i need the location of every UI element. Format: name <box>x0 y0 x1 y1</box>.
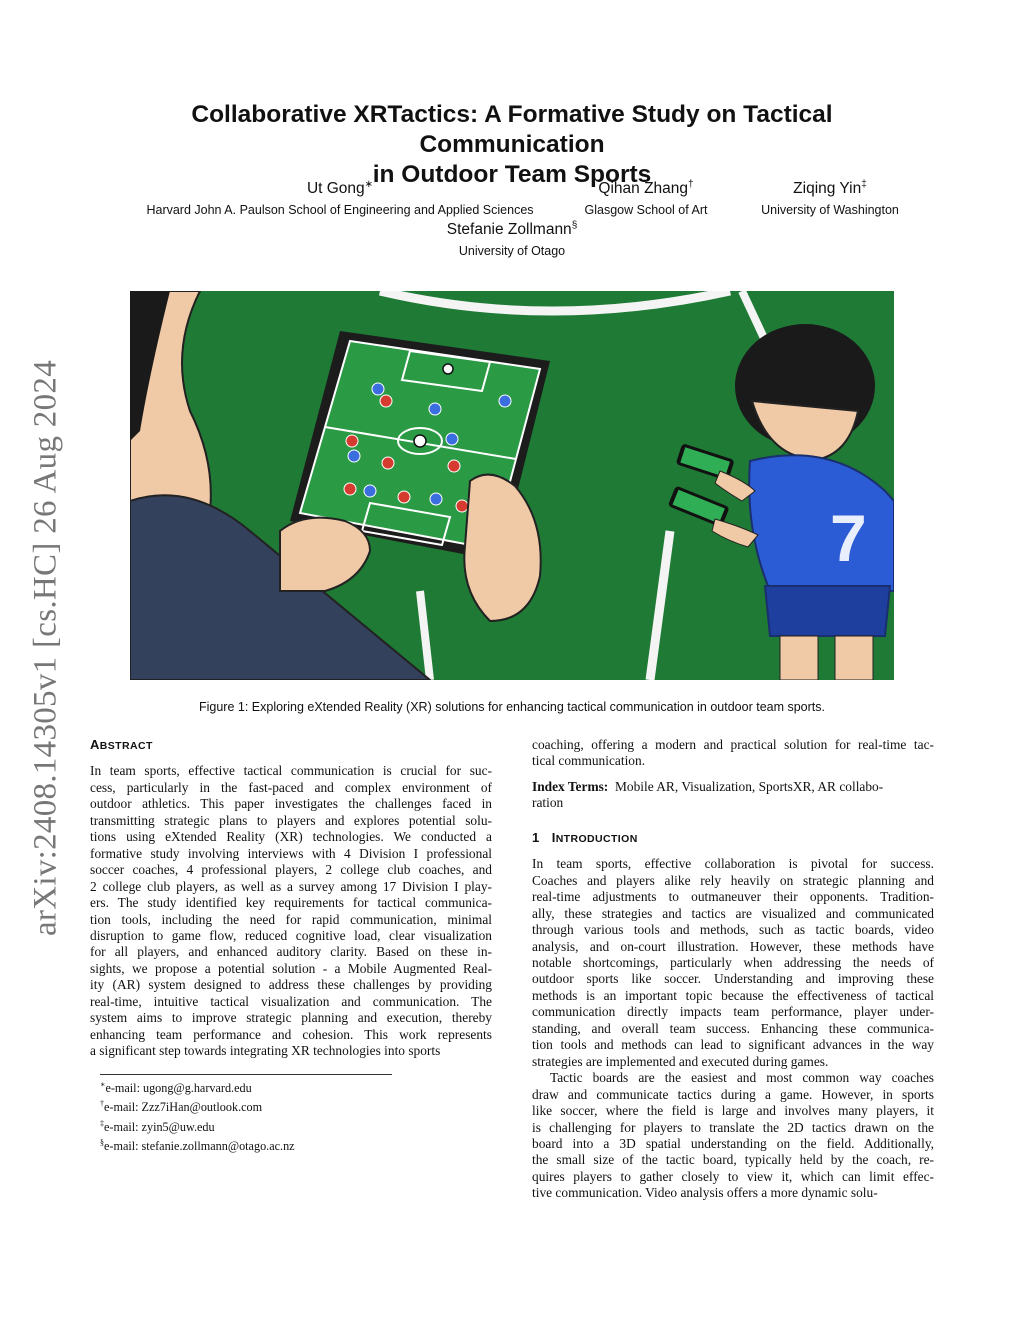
figure-1-illustration <box>130 291 894 680</box>
blue-player-magnet <box>430 493 442 505</box>
text-line: draw and communicate tactics during a game. However, in sports <box>532 1086 934 1102</box>
text-line: tical communication. <box>532 753 646 769</box>
footnote-item: ‡e-mail: zyin5@uw.edu <box>100 1118 215 1134</box>
abstract-continuation <box>532 737 934 770</box>
red-player-magnet <box>398 491 410 503</box>
text-line: strategies are implemented and executed during games. <box>532 1053 829 1069</box>
text-line: ally, these strategies and tactics are visualized and communicated <box>532 905 934 921</box>
text-line: tion tools, including the need for rapid communication, minimal <box>90 911 492 927</box>
left-column <box>90 737 492 1060</box>
text-line: system aims to improve strategic planning and execution, thereby <box>90 1010 492 1026</box>
author-mark: ∗ <box>364 179 374 190</box>
blue-player-magnet <box>348 450 360 462</box>
text-line: notable shortcomings, particularly when addressing the needs of <box>532 954 934 970</box>
introduction-heading: 1 INTRODUCTION <box>532 829 638 845</box>
text-line: cess, particularly in the fast-paced and complex environment of <box>90 779 492 795</box>
player-leg <box>780 636 818 680</box>
blue-player-magnet <box>429 403 441 415</box>
blue-player-magnet <box>446 433 458 445</box>
text-line: tive communication. Video analysis offers a more dynamic solu- <box>532 1185 878 1201</box>
right-column <box>532 737 934 1202</box>
footnotes <box>100 1077 295 1155</box>
text-line: ers. The study identified key requirements for tactical communica- <box>90 895 492 911</box>
text-line: communication directly impacts team performance, player under- <box>532 1004 934 1020</box>
abstract-heading: ABSTRACT <box>90 737 153 752</box>
text-line: formative study involving interviews with 4 Division I professional <box>90 845 492 861</box>
index-terms-text: Mobile AR, Visualization, SportsXR, AR collabo- <box>614 778 884 794</box>
text-line: sights, we propose a potential solution - a Mobile Augmented Real- <box>90 960 492 976</box>
text-line: In team sports, effective collaboration is pivotal for success. <box>532 856 934 872</box>
red-player-magnet <box>448 460 460 472</box>
text-line: methods is an important topic because the effectiveness of tactical <box>532 987 934 1003</box>
text-line: the small size of the tactic board, typically held by the coach, re- <box>532 1152 934 1168</box>
author-name: Ziqing Yin <box>793 180 862 198</box>
board-goalkeeper <box>443 364 453 374</box>
text-line: transmitting strategic plans to players and explores potential solu- <box>90 812 492 828</box>
footnote-item: §e-mail: stefanie.zollmann@otago.ac.nz <box>100 1138 295 1154</box>
text-line: 2 college club players, as well as a survey among 17 Division I play- <box>90 878 492 894</box>
text-line: a significant step towards integrating XR technologies into sports <box>90 1043 441 1059</box>
player-shorts <box>765 586 890 636</box>
author-3 <box>740 176 920 219</box>
text-line: outdoor athletics. This paper investigates the challenges faced in <box>90 796 492 812</box>
author-affiliation: University of Washington <box>761 203 899 218</box>
author-name: Stefanie Zollmann <box>446 221 572 239</box>
title-line-1: Collaborative XRTactics: A Formative Study on Tactical Communication <box>191 101 833 158</box>
author-affiliation: Glasgow School of Art <box>584 203 708 218</box>
blue-player-magnet <box>364 485 376 497</box>
text-line: disruption to game flow, reduced cognitive load, clear visualization <box>90 927 492 943</box>
author-4 <box>412 217 612 260</box>
author-1 <box>100 176 580 219</box>
index-terms <box>532 779 934 812</box>
text-line: Tactic boards are the easiest and most common way coaches <box>550 1070 934 1086</box>
author-affiliation: University of Otago <box>458 244 566 259</box>
jersey-number: 7 <box>830 501 867 575</box>
red-player-magnet <box>344 483 356 495</box>
author-2 <box>566 176 726 219</box>
abstract-text <box>90 763 492 1059</box>
blue-player-magnet <box>499 395 511 407</box>
text-line: board into a 3D spatial understanding on the field. Additionally, <box>532 1135 934 1151</box>
text-line: real-time adjustments to outmaneuver their opponents. Tradition- <box>532 889 934 905</box>
introduction-paragraph-2 <box>532 1070 934 1202</box>
figure-caption: Figure 1: Exploring eXtended Reality (XR) solutions for enhancing tactical communication in outdoor team sports. <box>198 700 825 714</box>
text-line: is challenging for players to translate the 2D tactics drawn on the <box>532 1119 934 1135</box>
arxiv-stamp: arXiv:2408.14305v1 [cs.HC] 26 Aug 2024 <box>27 359 64 937</box>
index-terms-label: Index Terms: <box>532 778 609 794</box>
text-line: real-time, intuitive tactical visualization and communication. The <box>90 993 492 1009</box>
text-line: coaching, offering a modern and practical solution for real-time tac- <box>532 737 934 752</box>
text-line: like soccer, where the field is large and involves many players, it <box>532 1103 934 1119</box>
blue-player-magnet <box>372 383 384 395</box>
text-line: enhancing team performance and cohesion. This work represents <box>90 1026 492 1042</box>
author-mark: † <box>688 179 694 190</box>
red-player-magnet <box>346 435 358 447</box>
author-mark: § <box>571 220 578 231</box>
red-player-magnet <box>382 457 394 469</box>
index-terms-text-2: ration <box>532 795 564 811</box>
red-player-magnet <box>380 395 392 407</box>
footnote-item: ∗e-mail: ugong@g.harvard.edu <box>100 1080 252 1096</box>
text-line: Coaches and players alike rely heavily on strategic planning and <box>532 872 934 888</box>
text-line: quires players to gather closely to view it, which can limit effec- <box>532 1168 934 1184</box>
text-line: soccer coaches, 4 professional players, 2 college club coaches, and <box>90 862 492 878</box>
footnote-item: †e-mail: Zzz7iHan@outlook.com <box>100 1099 263 1115</box>
text-line: tion tools and methods can lead to significant advances in the way <box>532 1037 934 1053</box>
author-mark: ‡ <box>861 179 867 190</box>
author-affiliation: Harvard John A. Paulson School of Engineering and Applied Sciences <box>146 203 534 218</box>
title-line-2: in Outdoor Team Sports <box>372 161 652 188</box>
text-line: In team sports, effective tactical communication is crucial for suc- <box>90 763 492 779</box>
introduction-paragraph-1 <box>532 856 934 1070</box>
author-name: Qihan Zhang <box>598 180 689 198</box>
text-line: outdoor sports like soccer. Understanding and improving these <box>532 971 934 987</box>
board-ball <box>414 435 426 447</box>
text-line: ity (AR) system designed to address these challenges by providing <box>90 977 492 993</box>
text-line: for all players, and enhanced auditory clarity. Based on these in- <box>90 944 492 960</box>
text-line: through various tools and methods, such as tactic boards, video <box>532 922 934 938</box>
red-player-magnet <box>456 500 468 512</box>
player-leg <box>835 636 873 680</box>
text-line: analysis, and on-court illustration. However, these methods have <box>532 938 934 954</box>
author-name: Ut Gong <box>306 180 365 198</box>
footnote-rule <box>100 1074 392 1075</box>
text-line: standing, and overall team success. Enhancing these communica- <box>532 1020 934 1036</box>
text-line: tions using eXtended Reality (XR) technologies. We conducted a <box>90 829 492 845</box>
